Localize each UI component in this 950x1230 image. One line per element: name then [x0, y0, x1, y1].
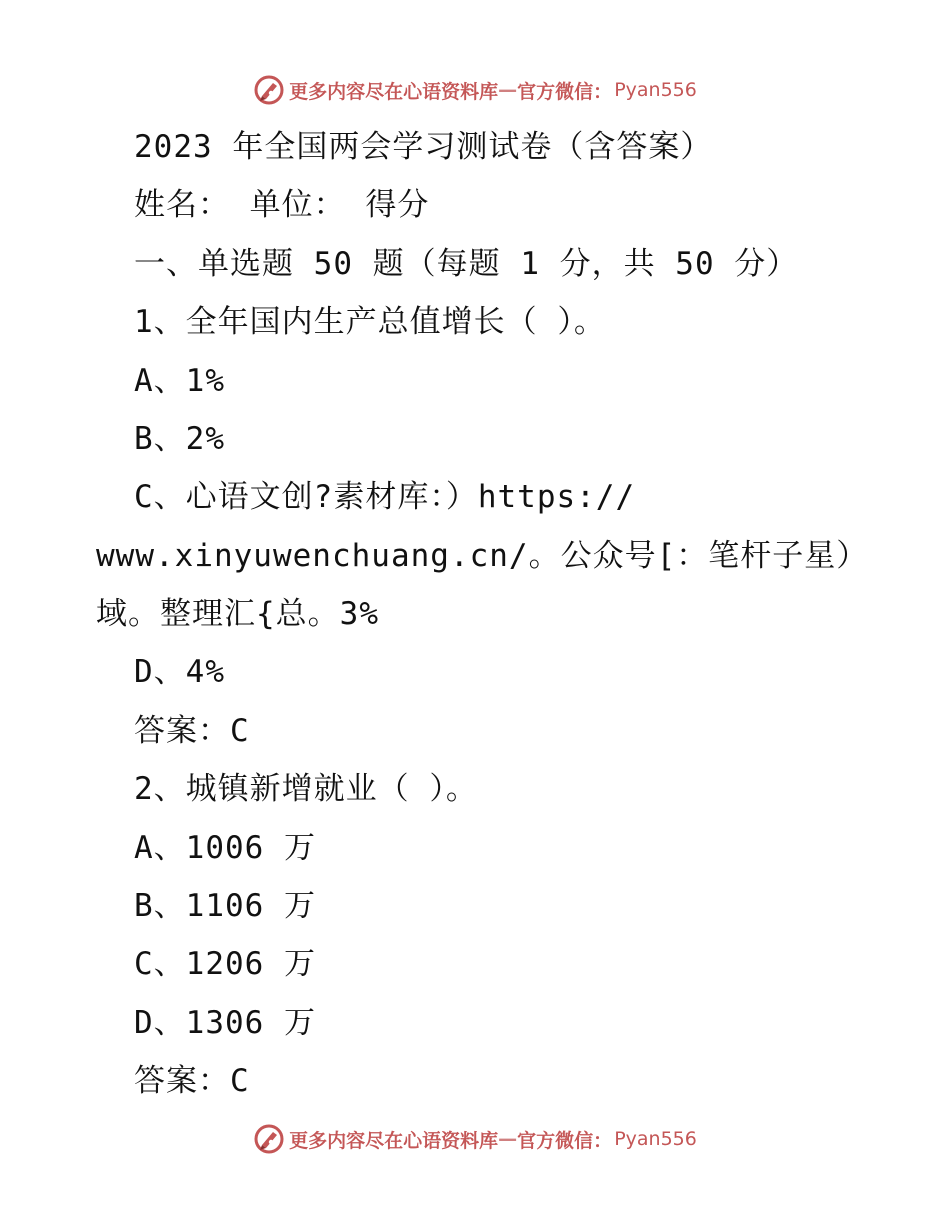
banner-text: 更多内容尽在心语资料库 — [289, 1129, 499, 1152]
option-item: B、1106 万 — [134, 888, 316, 924]
option-item: A、1% — [134, 363, 225, 399]
option-item: C、心语文创?素材库：）https:// — [134, 479, 636, 515]
banner-label: 官方微信： — [517, 1129, 613, 1152]
option-item: D、4% — [134, 654, 225, 690]
banner-text: 更多内容尽在心语资料库 — [289, 80, 499, 103]
fields-line: 姓名： 单位： 得分 — [134, 187, 430, 223]
banner-separator: — — [498, 1128, 518, 1150]
banner-wechat-id: Pyan556 — [614, 1128, 697, 1150]
header-watermark-banner — [0, 70, 950, 110]
option-item: C、1206 万 — [134, 946, 316, 982]
answer-line: 答案：C — [134, 1063, 250, 1099]
option-item-continuation: 域。整理汇{总。3% — [96, 596, 379, 632]
pen-logo-icon — [253, 1123, 285, 1155]
option-item: A、1006 万 — [134, 830, 316, 866]
question-stem: 2、城镇新增就业（ ）。 — [134, 771, 478, 807]
banner-label: 官方微信： — [517, 80, 613, 103]
document-title: 2023 年全国两会学习测试卷（含答案） — [134, 129, 713, 165]
pen-logo-icon — [253, 74, 285, 106]
question-stem: 1、全年国内生产总值增长（ ）。 — [134, 304, 606, 340]
banner-separator: — — [498, 79, 518, 101]
option-item: B、2% — [134, 421, 225, 457]
footer-watermark-banner — [0, 1119, 950, 1159]
option-item-continuation: www.xinyuwenchuang.cn/。公众号[：笔杆子星） — [96, 538, 869, 574]
option-item: D、1306 万 — [134, 1005, 316, 1041]
section-heading: 一、单选题 50 题（每题 1 分，共 50 分） — [134, 246, 799, 282]
answer-line: 答案：C — [134, 713, 250, 749]
banner-wechat-id: Pyan556 — [614, 79, 697, 101]
